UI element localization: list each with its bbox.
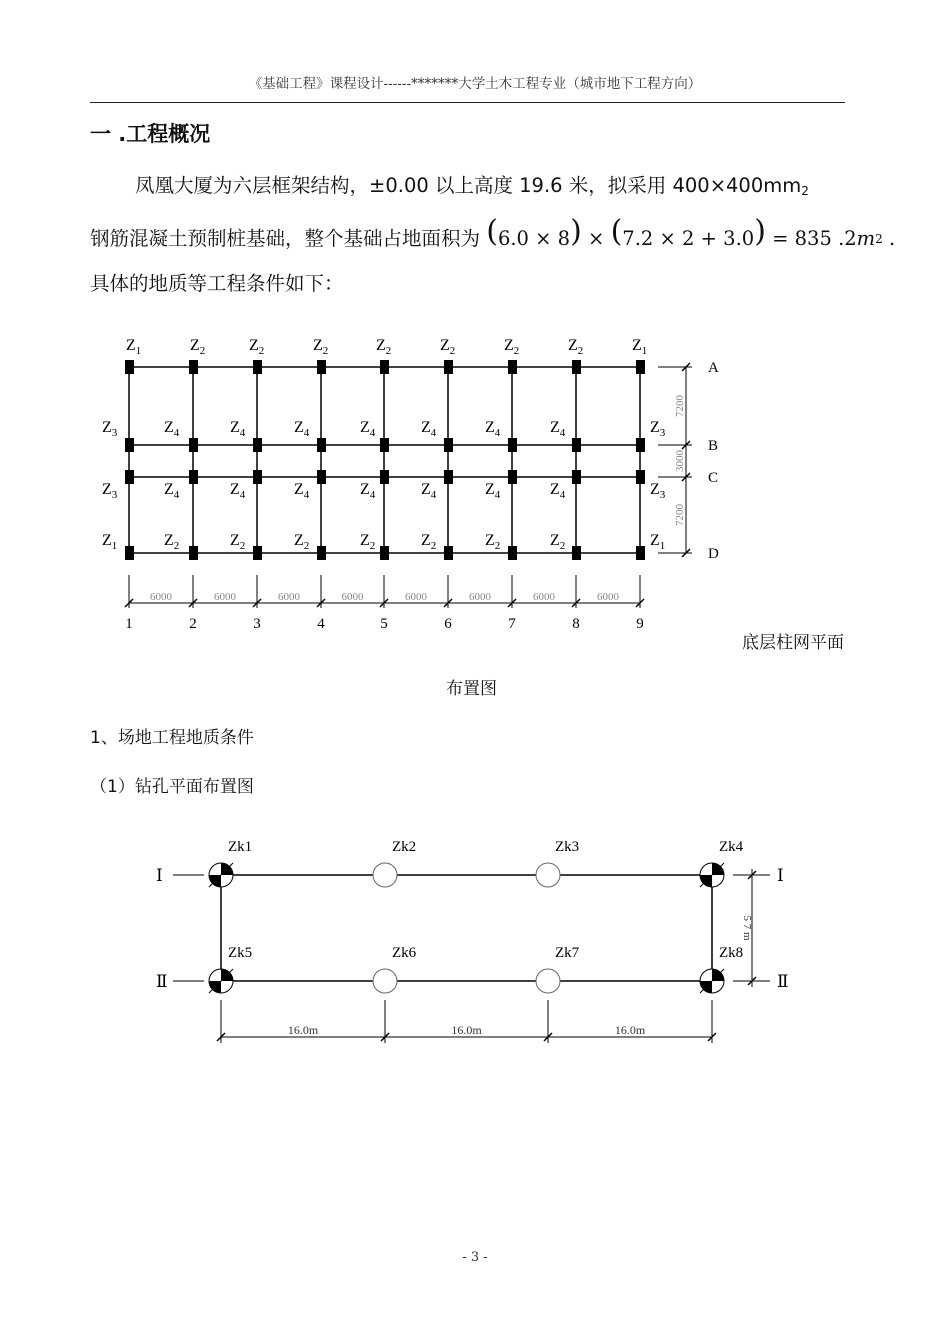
column-label-z1: $Z_1$ <box>632 337 648 357</box>
row-spacing-label: 7200 <box>674 395 686 417</box>
running-header: 《基础工程》课程设计------*******大学土木工程专业（城市地下工程方向） <box>248 76 702 92</box>
section-mark-left: Ⅰ <box>156 866 163 885</box>
column-label-z2: $Z_2$ <box>230 532 246 552</box>
formula-exponent: 2 <box>875 232 883 246</box>
column-label-z2: $Z_2$ <box>249 337 265 357</box>
borehole-plan <box>0 830 950 1050</box>
column-marker <box>317 546 326 560</box>
column-marker <box>508 546 517 560</box>
borehole-spacing-label: 16.0m <box>451 1023 482 1037</box>
column-marker <box>444 438 453 452</box>
column-markers <box>125 360 645 560</box>
row-spacing-label: 7200 <box>674 504 686 526</box>
column-marker <box>317 470 326 484</box>
column-label-z4: $Z_4$ <box>294 481 310 501</box>
column-marker <box>636 360 645 374</box>
column-marker <box>636 438 645 452</box>
paragraph-line-2 <box>90 214 895 251</box>
column-marker <box>253 470 262 484</box>
column-marker <box>317 438 326 452</box>
paragraph-text: 凤凰大厦为六层框架结构，±0.00 以上高度 19.6 米，拟采用 400×400mm <box>135 174 802 197</box>
column-marker <box>444 546 453 560</box>
column-label-z4: $Z_4$ <box>360 419 376 439</box>
borehole-label-zk2: Zk2 <box>392 839 417 855</box>
column-marker <box>444 470 453 484</box>
column-label-z4: $Z_4$ <box>230 481 246 501</box>
borehole-spacing-label: 16.0m <box>614 1023 646 1037</box>
borehole-label-zk5: Zk5 <box>228 945 253 961</box>
column-label-z2: $Z_2$ <box>504 337 520 357</box>
column-label-z2: $Z_2$ <box>360 532 376 552</box>
column-marker <box>636 470 645 484</box>
column-label-z4: $Z_4$ <box>421 419 437 439</box>
axis-letter-A: A <box>708 360 719 376</box>
column-marker <box>380 470 389 484</box>
column-label-z2: $Z_2$ <box>568 337 584 357</box>
column-marker <box>189 438 198 452</box>
borehole-marker <box>373 863 397 887</box>
formula-unit: m <box>856 227 876 250</box>
column-grid-plan <box>0 320 950 650</box>
area-formula: (6.0 × 8) × (7.2 × 2 + 3.0) = 835 .2m2 . <box>486 214 896 250</box>
axis-letter-D: D <box>708 546 719 562</box>
row-spacing-label: 3000 <box>674 450 686 472</box>
column-label-z1: $Z_1$ <box>102 532 118 552</box>
borehole-label-zk8: Zk8 <box>719 945 744 961</box>
column-label-z2: $Z_2$ <box>164 532 180 552</box>
bay-width-label: 6000 <box>278 591 300 603</box>
unit-subscript: 2 <box>801 184 809 198</box>
axis-letter-B: B <box>708 438 719 454</box>
plan-caption-right: 底层柱网平面 <box>742 633 844 653</box>
column-label-z2: $Z_2$ <box>421 532 437 552</box>
column-marker <box>125 360 134 374</box>
column-label-z4: $Z_4$ <box>485 481 501 501</box>
borehole-label-zk4: Zk4 <box>719 839 744 855</box>
axis-number-7: 7 <box>508 616 516 632</box>
column-marker <box>189 470 198 484</box>
axis-number-6: 6 <box>444 616 452 632</box>
column-marker <box>508 360 517 374</box>
borehole-label-zk3: Zk3 <box>555 839 580 855</box>
bay-width-label: 6000 <box>405 591 427 603</box>
column-marker <box>253 546 262 560</box>
axis-number-4: 4 <box>317 616 325 632</box>
column-marker <box>253 360 262 374</box>
column-label-z2: $Z_2$ <box>376 337 392 357</box>
column-label-z4: $Z_4$ <box>294 419 310 439</box>
column-label-z3: $Z_3$ <box>102 481 118 501</box>
axis-number-2: 2 <box>189 616 197 632</box>
axis-number-9: 9 <box>636 616 644 632</box>
column-label-z1: $Z_1$ <box>126 337 142 357</box>
column-marker <box>636 546 645 560</box>
column-label-z2: $Z_2$ <box>313 337 329 357</box>
borehole-label-zk1: Zk1 <box>228 839 253 855</box>
site-conditions-heading: 1、场地工程地质条件 <box>90 728 254 748</box>
column-marker <box>380 546 389 560</box>
bay-width-label: 6000 <box>214 591 236 603</box>
column-label-z4: $Z_4$ <box>421 481 437 501</box>
column-label-z3: $Z_3$ <box>102 419 118 439</box>
borehole-drawing <box>156 839 789 1043</box>
grid-lines <box>129 367 640 553</box>
bay-width-label: 6000 <box>469 591 491 603</box>
borehole-spacing-label: 16.0m <box>287 1023 319 1037</box>
column-label-z3: $Z_3$ <box>650 481 666 501</box>
column-marker <box>189 360 198 374</box>
paragraph-text: 钢筋混凝土预制桩基础，整个基础占地面积为 <box>90 227 481 250</box>
axis-number-5: 5 <box>380 616 388 632</box>
formula-result: = 835 .2 <box>772 227 857 250</box>
column-marker <box>125 546 134 560</box>
column-label-z4: $Z_4$ <box>550 481 566 501</box>
column-marker <box>125 470 134 484</box>
column-marker <box>444 360 453 374</box>
borehole-marker <box>536 969 560 993</box>
section-mark-right: Ⅱ <box>777 972 789 991</box>
formula-times: × <box>588 227 605 250</box>
column-labels <box>102 337 719 632</box>
paragraph-line-1 <box>135 170 809 198</box>
paragraph-line-3: 具体的地质等工程条件如下： <box>90 272 344 295</box>
formula-term-b: 7.2 × 2 + 3.0 <box>622 227 755 250</box>
plan-caption-center: 布置图 <box>446 679 497 699</box>
axis-letter-C: C <box>708 470 719 486</box>
axis-number-3: 3 <box>253 616 261 632</box>
column-label-z3: $Z_3$ <box>650 419 666 439</box>
column-marker <box>380 438 389 452</box>
axis-number-8: 8 <box>572 616 580 632</box>
column-label-z4: $Z_4$ <box>164 481 180 501</box>
section-mark-right: Ⅰ <box>777 866 784 885</box>
column-label-z1: $Z_1$ <box>650 532 666 552</box>
bay-width-label: 6000 <box>597 591 619 603</box>
bay-width-label: 6000 <box>341 591 364 603</box>
column-label-z2: $Z_2$ <box>550 532 566 552</box>
column-label-z2: $Z_2$ <box>294 532 310 552</box>
column-label-z2: $Z_2$ <box>485 532 501 552</box>
borehole-label-zk6: Zk6 <box>392 945 417 961</box>
column-marker <box>189 546 198 560</box>
section-title: 一 .工程概况 <box>90 122 211 146</box>
column-label-z4: $Z_4$ <box>230 419 246 439</box>
header-rule <box>90 102 845 103</box>
column-marker <box>508 470 517 484</box>
section-mark-left: Ⅱ <box>156 972 168 991</box>
column-label-z4: $Z_4$ <box>485 419 501 439</box>
vertical-spacing-label: 5 7 m <box>741 915 753 941</box>
column-label-z4: $Z_4$ <box>360 481 376 501</box>
axis-number-1: 1 <box>125 616 133 632</box>
column-marker <box>572 546 581 560</box>
formula-term-a: 6.0 × 8 <box>497 227 571 250</box>
column-label-z2: $Z_2$ <box>190 337 206 357</box>
borehole-marker <box>536 863 560 887</box>
dimension-lines <box>125 363 692 608</box>
borehole-marker <box>373 969 397 993</box>
column-marker <box>253 438 262 452</box>
formula-period: . <box>889 227 896 250</box>
borehole-label-zk7: Zk7 <box>555 945 580 961</box>
page-number: - 3 - <box>462 1250 488 1265</box>
column-label-z4: $Z_4$ <box>550 419 566 439</box>
column-marker <box>572 470 581 484</box>
borehole-plan-subheading: （1）钻孔平面布置图 <box>90 777 254 797</box>
column-marker <box>125 438 134 452</box>
column-marker <box>572 438 581 452</box>
bay-width-label: 6000 <box>533 591 555 603</box>
column-marker <box>317 360 326 374</box>
column-marker <box>572 360 581 374</box>
column-marker <box>380 360 389 374</box>
bay-width-label: 6000 <box>150 591 172 603</box>
column-marker <box>508 438 517 452</box>
column-label-z2: $Z_2$ <box>440 337 456 357</box>
column-label-z4: $Z_4$ <box>164 419 180 439</box>
